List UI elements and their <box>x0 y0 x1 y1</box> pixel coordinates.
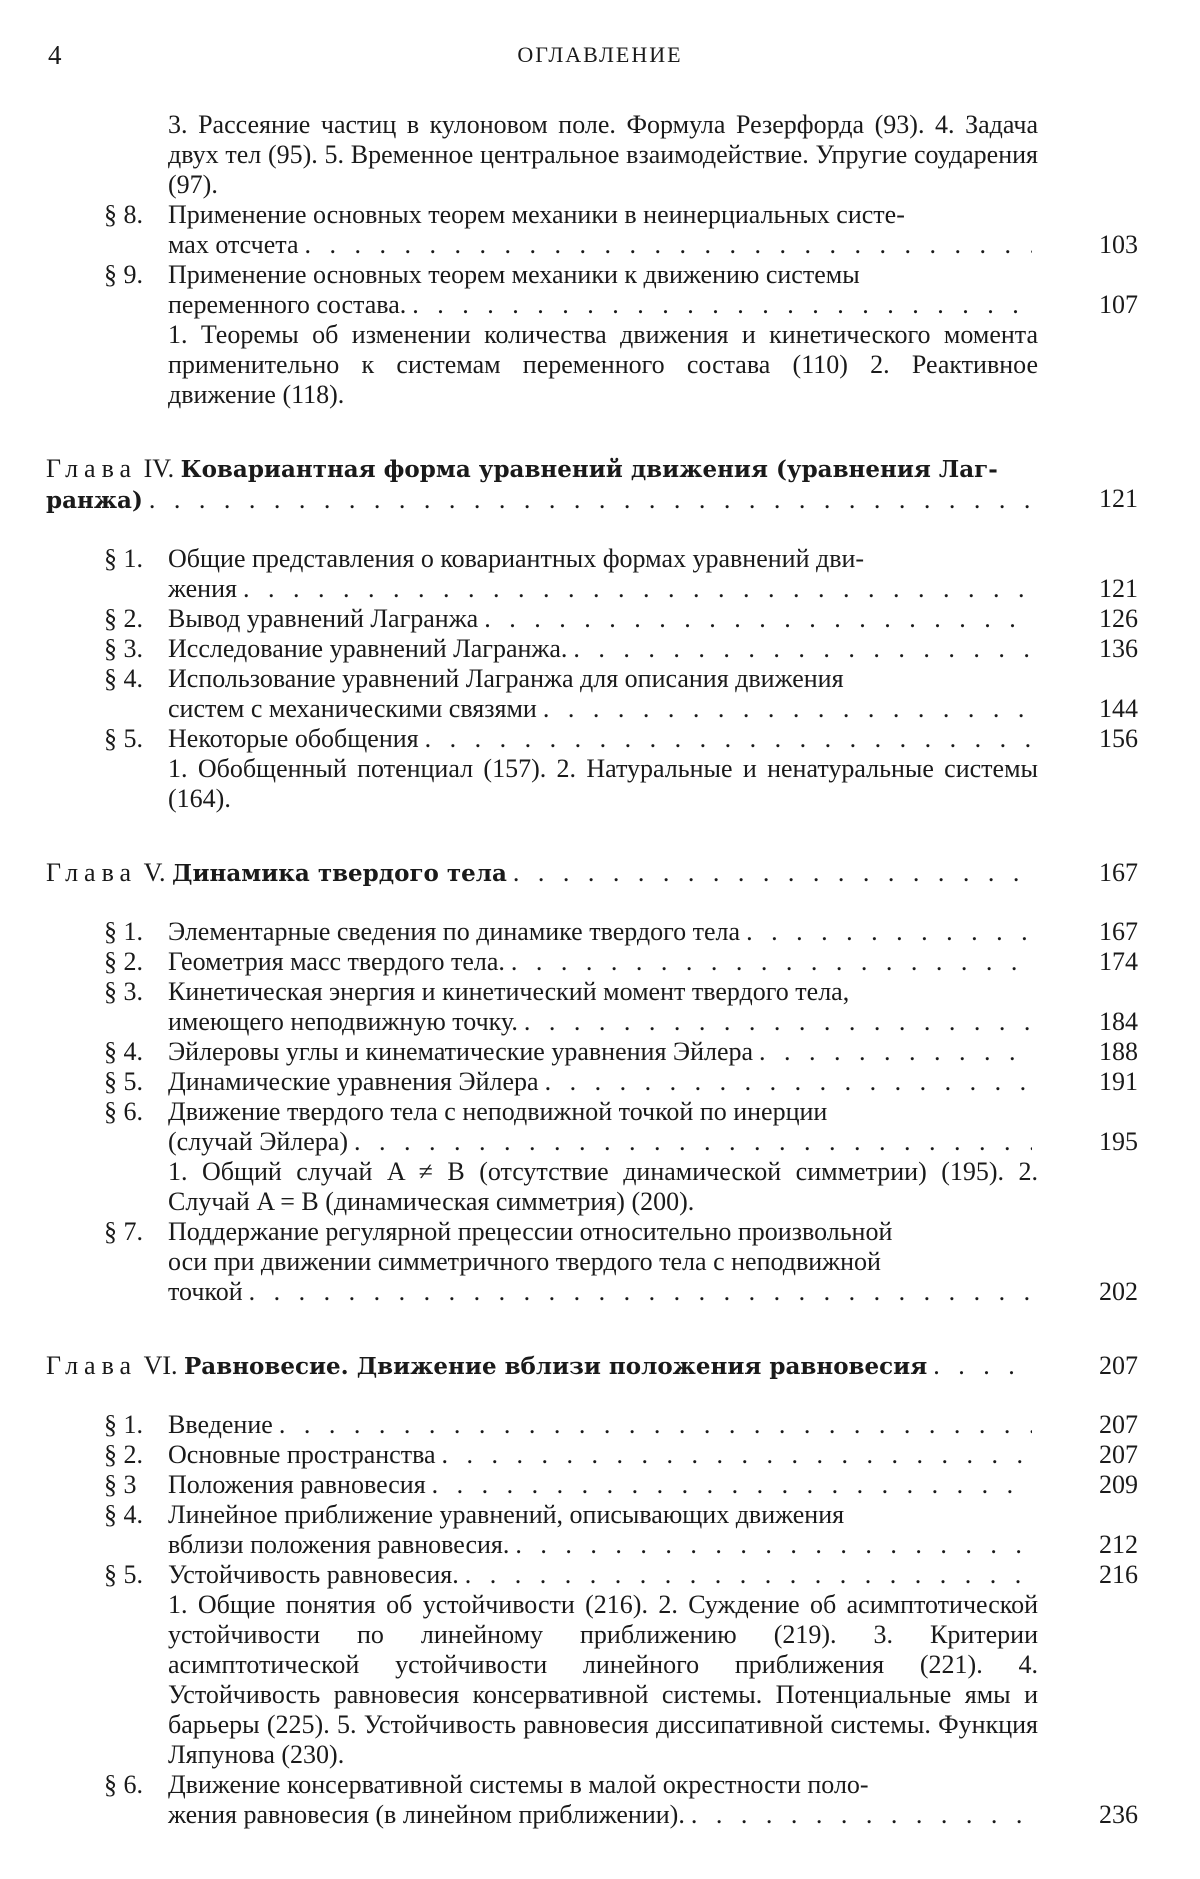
page-ref: 216 <box>1099 1560 1138 1589</box>
section-number: § 2. <box>104 1440 143 1469</box>
section-title: имеющего неподвижную точку. <box>168 1007 518 1036</box>
chapter-title: Равновесие. Движение вблизи положения равновесия <box>184 1353 928 1380</box>
section-title: Исследование уравнений Лагранжа. <box>168 634 568 663</box>
toc-entry[interactable] <box>0 1410 1200 1440</box>
toc-entry[interactable] <box>0 1560 1200 1590</box>
chapter-label: Глава <box>46 1351 138 1380</box>
dot-leader <box>573 634 1032 664</box>
section-number: § 4. <box>104 1500 143 1529</box>
section-title: Вывод уравнений Лагранжа <box>168 604 479 633</box>
dot-leader <box>545 1067 1032 1097</box>
chapter-title: Динамика твердого тела <box>172 860 507 887</box>
section-title: Введение <box>168 1410 273 1439</box>
dot-leader <box>243 574 1032 604</box>
section-title: Линейное приближение уравнений, описывающих движения <box>168 1500 845 1529</box>
page-ref: 209 <box>1099 1470 1138 1499</box>
page-header <box>0 40 1200 74</box>
page-number: 4 <box>48 40 62 70</box>
section-number: § 5. <box>104 1067 143 1096</box>
dot-leader <box>279 1410 1032 1440</box>
section-title: (случай Эйлера) <box>168 1127 348 1156</box>
dot-leader <box>759 1037 1032 1067</box>
section-number: § 4. <box>104 1037 143 1066</box>
chapter-number: VI. <box>143 1351 178 1380</box>
toc-subsection-note: 1. Теоремы об изменении количества движения и кинетического момента применительно к системам переменного состава (110) 2. Реактивное движение (118). <box>168 320 1038 409</box>
section-number: § 1. <box>104 1410 143 1439</box>
dot-leader <box>933 1351 1032 1381</box>
dot-leader <box>511 947 1032 977</box>
section-number: § 3 <box>104 1470 137 1499</box>
toc-entry[interactable] <box>0 1440 1200 1470</box>
dot-leader <box>425 724 1032 754</box>
section-title: Поддержание регулярной прецессии относительно произвольной <box>168 1217 893 1246</box>
chapter-label: Глава <box>46 858 138 887</box>
section-title: Движение консервативной системы в малой окрестности поло- <box>168 1770 869 1799</box>
section-title: Кинетическая энергия и кинетический момент твердого тела, <box>168 977 850 1006</box>
page-ref: 126 <box>1099 604 1138 633</box>
page-ref: 156 <box>1099 724 1138 753</box>
page-ref: 167 <box>1099 858 1138 887</box>
section-number: § 3. <box>104 977 143 1006</box>
chapter-title: ранжа) <box>46 487 143 514</box>
chapter-heading[interactable] <box>0 454 1200 516</box>
toc-subsection-note: 1. Общий случай A ≠ B (отсутствие динамической симметрии) (195). 2. Случай A = B (динамическая симметрия) (200). <box>168 1157 1038 1216</box>
toc-entry[interactable] <box>0 260 1200 320</box>
page-ref: 174 <box>1099 947 1138 976</box>
dot-leader <box>412 290 1032 320</box>
toc-entry[interactable] <box>0 1067 1200 1097</box>
section-number: § 2. <box>104 604 143 633</box>
page-ref: 207 <box>1099 1440 1138 1469</box>
section-number: § 8. <box>104 200 143 229</box>
page-ref: 202 <box>1099 1277 1138 1306</box>
section-title: Динамические уравнения Эйлера <box>168 1067 539 1096</box>
section-title: переменного состава. <box>168 290 407 319</box>
page-ref: 207 <box>1099 1410 1138 1439</box>
page-ref: 121 <box>1099 484 1138 513</box>
toc-entry[interactable] <box>0 1470 1200 1500</box>
section-number: § 9. <box>104 260 143 289</box>
toc-entry[interactable] <box>0 544 1200 604</box>
section-title: Общие представления о ковариантных формах уравнений дви- <box>168 544 865 573</box>
dot-leader <box>524 1007 1032 1037</box>
toc-entry[interactable] <box>0 977 1200 1037</box>
dot-leader <box>515 1530 1032 1560</box>
section-title: Эйлеровы углы и кинематические уравнения Эйлера <box>168 1037 754 1066</box>
section-title: Применение основных теорем механики в неинерциальных систе- <box>168 200 905 229</box>
section-title: мах отсчета <box>168 230 299 259</box>
section-number: § 1. <box>104 544 143 573</box>
chapter-title: Ковариантная форма уравнений движения (уравнения Лаг- <box>180 456 998 483</box>
toc-entry[interactable] <box>0 1500 1200 1560</box>
page-ref: 103 <box>1099 230 1138 259</box>
page-ref: 136 <box>1099 634 1138 663</box>
toc-entry[interactable] <box>0 1770 1200 1830</box>
page-ref: 188 <box>1099 1037 1138 1066</box>
section-title: Некоторые обобщения <box>168 724 419 753</box>
table-of-contents <box>0 110 1200 1830</box>
chapter-heading[interactable] <box>0 1351 1200 1382</box>
toc-entry[interactable] <box>0 634 1200 664</box>
page-ref: 236 <box>1099 1800 1138 1829</box>
toc-subsection-note: 1. Общие понятия об устойчивости (216). 2. Суждение об асимптотической устойчивости по линейному приближению (219). 3. Критерии асимптотической устойчивости линейного приближения (221). 4. Устойчивость равновесия консервативной системы. Потенциальные ямы и барьеры (225). 5. Устойчивость равновесия диссипативной системы. Функция Ляпунова (230). <box>168 1590 1038 1769</box>
section-title: Основные пространства <box>168 1440 436 1469</box>
toc-entry[interactable] <box>0 200 1200 260</box>
toc-entry[interactable] <box>0 917 1200 947</box>
section-title: Геометрия масс твердого тела. <box>168 947 505 976</box>
section-number: § 3. <box>104 634 143 663</box>
toc-subsection-note: 1. Обобщенный потенциал (157). 2. Натуральные и ненатуральные системы (164). <box>168 754 1038 813</box>
section-number: § 5. <box>104 724 143 753</box>
running-title: ОГЛАВЛЕНИЕ <box>517 42 683 67</box>
section-title: Применение основных теорем механики к движению системы <box>168 260 860 289</box>
page-ref: 144 <box>1099 694 1138 723</box>
section-title: Движение твердого тела с неподвижной точкой по инерции <box>168 1097 828 1126</box>
dot-leader <box>149 485 1032 515</box>
page-ref: 167 <box>1099 917 1138 946</box>
toc-entry[interactable] <box>0 664 1200 724</box>
toc-entry[interactable] <box>0 1037 1200 1067</box>
chapter-heading[interactable] <box>0 858 1200 889</box>
section-title: Элементарные сведения по динамике твердого тела <box>168 917 741 946</box>
page-ref: 195 <box>1099 1127 1138 1156</box>
dot-leader <box>442 1440 1032 1470</box>
section-number: § 6. <box>104 1770 143 1799</box>
toc-entry[interactable] <box>0 724 1200 754</box>
dot-leader <box>354 1127 1032 1157</box>
section-title: Устойчивость равновесия. <box>168 1560 459 1589</box>
dot-leader <box>432 1470 1032 1500</box>
section-number: § 5. <box>104 1560 143 1589</box>
section-number: § 6. <box>104 1097 143 1126</box>
toc-entry[interactable] <box>0 1097 1200 1157</box>
page-ref: 107 <box>1099 290 1138 319</box>
dot-leader <box>249 1277 1032 1307</box>
section-title: оси при движении симметричного твердого тела с неподвижной <box>168 1247 881 1276</box>
dot-leader <box>746 917 1032 947</box>
dot-leader <box>691 1800 1032 1830</box>
page-ref: 212 <box>1099 1530 1138 1559</box>
chapter-number: IV. <box>143 454 175 483</box>
section-number: § 1. <box>104 917 143 946</box>
section-title: жения равновесия (в линейном приближении). <box>168 1800 685 1829</box>
section-title: Положения равновесия <box>168 1470 426 1499</box>
section-number: § 4. <box>104 664 143 693</box>
dot-leader <box>513 858 1032 888</box>
toc-subsection-note: 3. Рассеяние частиц в кулоновом поле. Формула Резерфорда (93). 4. Задача двух тел (95). 5. Временное центральное взаимодействие. Упругие соударения (97). <box>168 110 1038 199</box>
chapter-label: Глава <box>46 454 138 483</box>
dot-leader <box>543 694 1032 724</box>
chapter-number: V. <box>143 858 166 887</box>
page-ref: 207 <box>1099 1351 1138 1380</box>
page-ref: 191 <box>1099 1067 1138 1096</box>
section-title: Использование уравнений Лагранжа для описания движения <box>168 664 844 693</box>
dot-leader <box>484 604 1032 634</box>
section-title: точкой <box>168 1277 243 1306</box>
section-title: жения <box>168 574 237 603</box>
section-title: систем с механическими связями <box>168 694 537 723</box>
section-number: § 2. <box>104 947 143 976</box>
page-ref: 121 <box>1099 574 1138 603</box>
toc-entry[interactable] <box>0 947 1200 977</box>
toc-entry[interactable] <box>0 604 1200 634</box>
toc-entry[interactable] <box>0 1217 1200 1307</box>
page-ref: 184 <box>1099 1007 1138 1036</box>
dot-leader <box>305 230 1032 260</box>
section-title: вблизи положения равновесия. <box>168 1530 510 1559</box>
dot-leader <box>465 1560 1032 1590</box>
section-number: § 7. <box>104 1217 143 1246</box>
